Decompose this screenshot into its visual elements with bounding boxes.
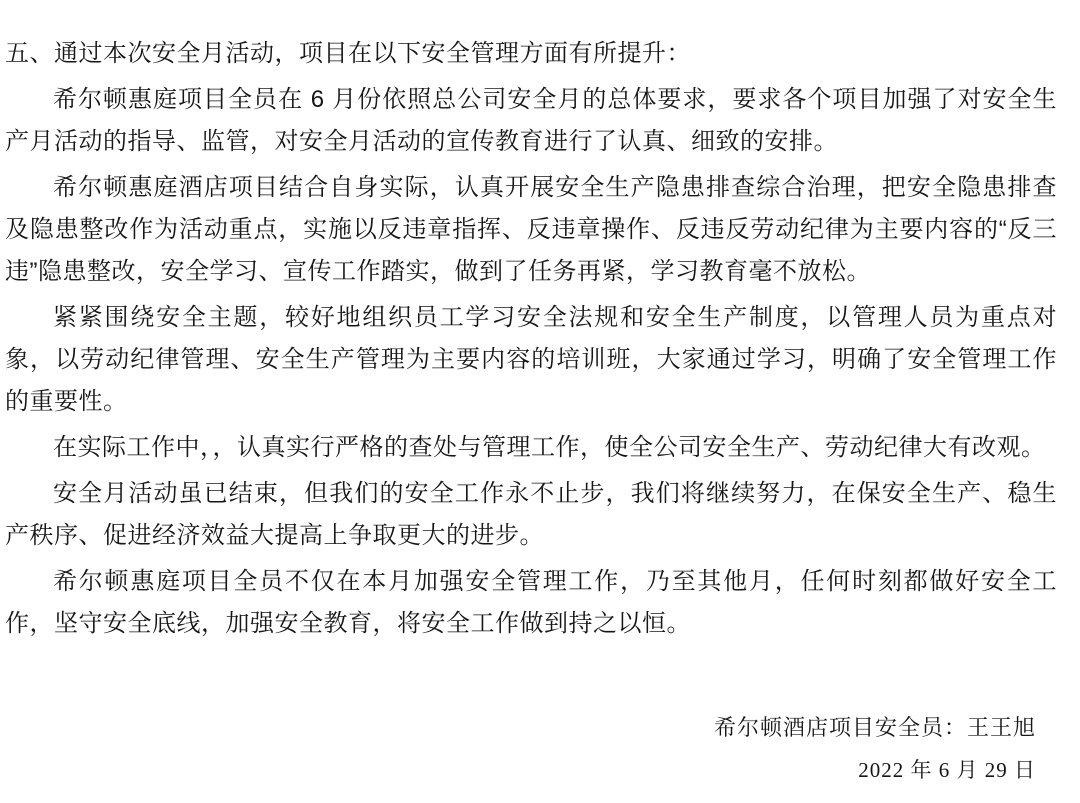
- signature-block: [5, 707, 1057, 791]
- paragraph-continuous-effort: 安全月活动虽已结束，但我们的安全工作永不止步，我们将继续努力，在保安全生产、稳生产秩序、促进经济效益大提高上争取更大的进步。: [5, 480, 1057, 549]
- date-line: 2022 年 6 月 29 日: [858, 758, 1036, 782]
- paragraph-training-classes: 紧紧围绕安全主题，较好地组织员工学习安全法规和安全生产制度，以管理人员为重点对象，以劳动纪律管理、安全生产管理为主要内容的培训班，大家通过学习，明确了安全管理工作的重要性。: [5, 304, 1057, 415]
- paragraph-persistence: 希尔顿惠庭项目全员不仅在本月加强安全管理工作，乃至其他月，任何时刻都做好安全工作，坚守安全底线，加强安全教育，将安全工作做到持之以恒。: [5, 568, 1057, 637]
- signature-line: 希尔顿酒店项目安全员：王王旭: [713, 715, 1036, 740]
- paragraph-strict-management: 在实际工作中，，认真实行严格的查处与管理工作，使全公司安全生产、劳动纪律大有改观。: [53, 434, 1046, 461]
- section-heading: 五、通过本次安全月活动，项目在以下安全管理方面有所提升：: [5, 40, 691, 67]
- paragraph-safety-month-guidance: 希尔顿惠庭项目全员在 6 月份依照总公司安全月的总体要求，要求各个项目加强了对安全生产月活动的指导、监管，对安全月活动的宣传教育进行了认真、细致的安排。: [5, 86, 1057, 155]
- paragraph-hidden-danger-inspection: 希尔顿惠庭酒店项目结合自身实际，认真开展安全生产隐患排查综合治理，把安全隐患排查及隐患整改作为活动重点，实施以反违章指挥、反违章操作、反违反劳动纪律为主要内容的“反三违”隐患整改，安全学习、宣传工作踏实，做到了任务再紧，学习教育毫不放松。: [5, 174, 1057, 285]
